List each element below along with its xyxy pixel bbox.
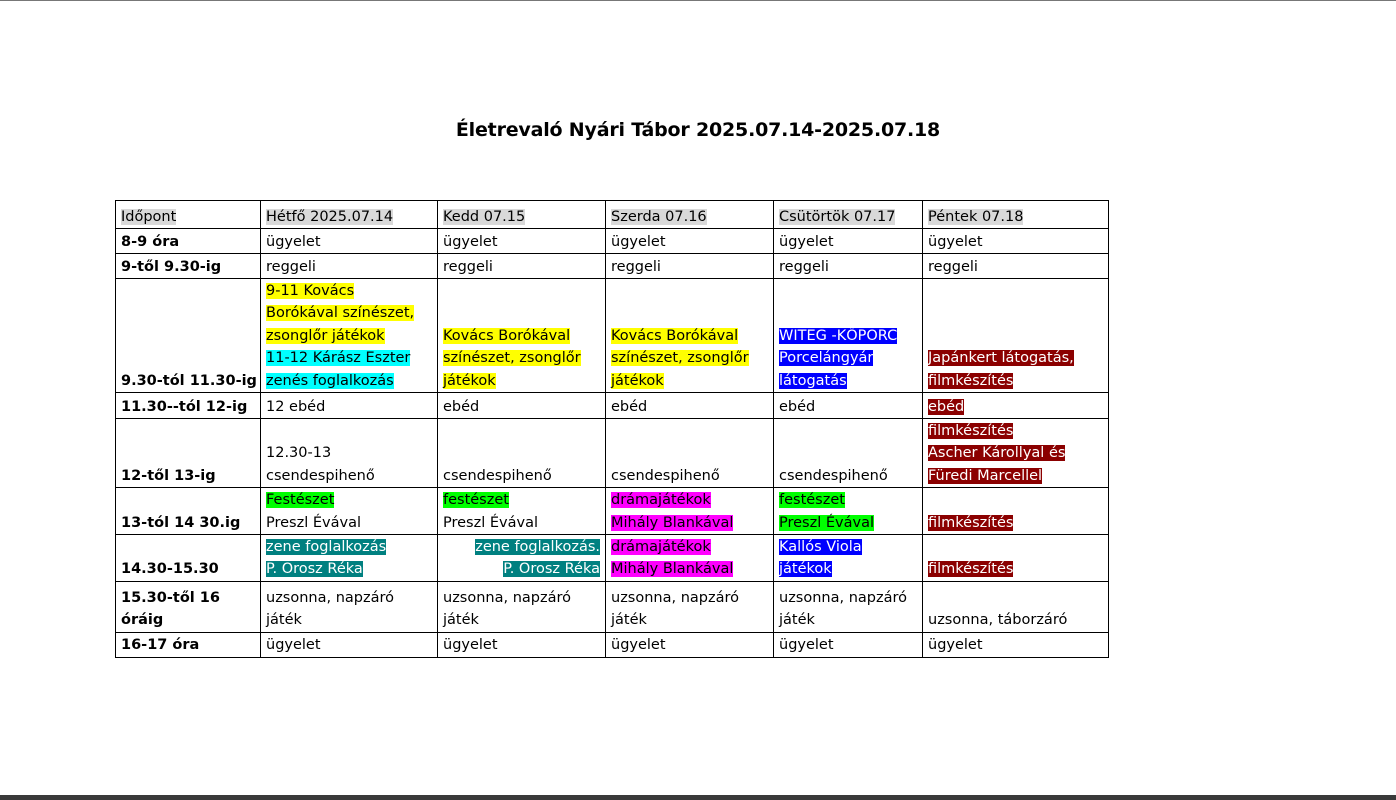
activity-text: uzsonna, napzáró xyxy=(779,590,908,607)
activity-cell xyxy=(438,535,606,582)
activity-cell xyxy=(606,393,774,419)
highlighted-text: drámajátékok xyxy=(611,492,711,509)
activity-cell xyxy=(261,488,438,535)
activity-cell xyxy=(923,632,1109,657)
activity-cell xyxy=(438,279,606,393)
activity-line xyxy=(779,536,917,558)
header-label: Időpont xyxy=(121,208,177,225)
highlighted-text: filmkészítés xyxy=(928,423,1014,440)
activity-cell xyxy=(438,229,606,254)
activity-text: reggeli xyxy=(928,258,978,275)
activity-line xyxy=(611,489,768,511)
activity-text: csendespihenő xyxy=(779,467,888,484)
activity-cell xyxy=(774,581,923,632)
activity-line xyxy=(266,512,432,534)
activity-cell xyxy=(774,535,923,582)
activity-text: játék xyxy=(779,612,815,629)
activity-cell xyxy=(923,581,1109,632)
activity-cell xyxy=(923,488,1109,535)
header-cell xyxy=(923,201,1109,229)
highlighted-text: látogatás xyxy=(779,372,847,389)
header-cell xyxy=(774,201,923,229)
activity-text: ebéd xyxy=(611,398,648,415)
activity-text: ügyelet xyxy=(266,637,321,654)
time-cell xyxy=(116,393,261,419)
activity-line xyxy=(611,256,768,278)
highlighted-text: drámajátékok xyxy=(611,539,711,556)
time-cell xyxy=(116,254,261,279)
activity-line xyxy=(443,489,600,511)
activity-text: ügyelet xyxy=(443,233,498,250)
schedule-row xyxy=(116,535,1109,582)
activity-line xyxy=(928,512,1103,534)
activity-cell xyxy=(261,632,438,657)
highlighted-text: Porcelángyár xyxy=(779,350,874,367)
highlighted-text: színészet, zsonglőr xyxy=(443,350,581,367)
activity-line xyxy=(779,325,917,347)
activity-text: csendespihenő xyxy=(266,467,375,484)
activity-line xyxy=(611,558,768,580)
highlighted-text: festészet xyxy=(779,492,845,509)
activity-line xyxy=(266,370,432,392)
activity-text: reggeli xyxy=(779,258,829,275)
activity-line xyxy=(928,634,1103,656)
activity-line xyxy=(779,609,917,631)
highlighted-text: filmkészítés xyxy=(928,561,1014,578)
activity-cell xyxy=(606,229,774,254)
activity-line xyxy=(266,587,432,609)
activity-cell xyxy=(774,254,923,279)
activity-cell xyxy=(438,393,606,419)
activity-line xyxy=(266,256,432,278)
highlighted-text: Kovács Borókával xyxy=(611,327,739,344)
activity-line xyxy=(611,512,768,534)
bottom-bar xyxy=(0,795,1396,800)
highlighted-text: játékok xyxy=(779,561,832,578)
activity-line xyxy=(928,420,1103,442)
activity-line xyxy=(266,302,432,324)
time-label: 11.30--tól 12-ig xyxy=(121,398,248,415)
activity-line xyxy=(443,347,600,369)
activity-cell xyxy=(438,632,606,657)
activity-line xyxy=(779,256,917,278)
activity-line xyxy=(266,280,432,302)
activity-text: ügyelet xyxy=(611,637,666,654)
activity-cell xyxy=(606,581,774,632)
activity-text: ebéd xyxy=(443,398,480,415)
activity-line xyxy=(266,442,432,464)
highlighted-text: játékok xyxy=(443,372,496,389)
header-label: Kedd 07.15 xyxy=(443,208,526,225)
activity-line xyxy=(779,558,917,580)
activity-cell xyxy=(438,419,606,488)
activity-cell xyxy=(606,279,774,393)
activity-line xyxy=(928,609,1103,631)
highlighted-text: P. Orosz Réka xyxy=(266,561,363,578)
activity-cell xyxy=(774,393,923,419)
highlighted-text: ebéd xyxy=(928,398,965,415)
highlighted-text: színészet, zsonglőr xyxy=(611,350,749,367)
highlighted-text: filmkészítés xyxy=(928,372,1014,389)
activity-line xyxy=(266,325,432,347)
highlighted-text: Borókával színészet, xyxy=(266,305,415,322)
activity-line xyxy=(443,370,600,392)
activity-cell xyxy=(774,632,923,657)
activity-cell xyxy=(261,535,438,582)
activity-line xyxy=(779,231,917,253)
activity-line xyxy=(928,347,1103,369)
activity-text: 12 ebéd xyxy=(266,398,326,415)
activity-text: uzsonna, napzáró xyxy=(443,590,572,607)
activity-cell xyxy=(261,229,438,254)
activity-line xyxy=(266,609,432,631)
highlighted-text: Füredi Marcellel xyxy=(928,467,1043,484)
highlighted-text: Mihály Blankával xyxy=(611,514,734,531)
activity-cell xyxy=(774,488,923,535)
activity-cell xyxy=(923,419,1109,488)
highlighted-text: Kovács Borókával xyxy=(443,327,571,344)
highlighted-text: P. Orosz Réka xyxy=(503,561,600,578)
activity-line xyxy=(928,370,1103,392)
activity-cell xyxy=(438,581,606,632)
activity-text: uzsonna, táborzáró xyxy=(928,612,1068,629)
schedule-row xyxy=(116,581,1109,632)
activity-line xyxy=(611,396,768,418)
activity-line xyxy=(928,231,1103,253)
activity-text: ügyelet xyxy=(928,233,983,250)
activity-line xyxy=(611,634,768,656)
time-label: óráig xyxy=(121,612,164,629)
activity-cell xyxy=(438,488,606,535)
activity-line xyxy=(611,609,768,631)
activity-line xyxy=(779,489,917,511)
page-title: Életrevaló Nyári Tábor 2025.07.14-2025.07.18 xyxy=(455,119,941,141)
activity-cell xyxy=(774,419,923,488)
time-label: 8-9 óra xyxy=(121,233,180,250)
activity-line xyxy=(266,231,432,253)
time-label: 16-17 óra xyxy=(121,637,200,654)
activity-cell xyxy=(606,535,774,582)
activity-line xyxy=(266,558,432,580)
activity-text: Preszl Évával xyxy=(443,514,538,531)
activity-text: ebéd xyxy=(779,398,816,415)
highlighted-text: festészet xyxy=(443,492,509,509)
activity-text: csendespihenő xyxy=(611,467,720,484)
highlighted-text: Japánkert látogatás, xyxy=(928,350,1074,367)
activity-cell xyxy=(774,229,923,254)
highlighted-text: Ascher Károllyal és xyxy=(928,445,1066,462)
activity-line xyxy=(611,231,768,253)
activity-line xyxy=(266,347,432,369)
time-label: 9.30-tól 11.30-ig xyxy=(121,372,257,389)
activity-cell xyxy=(923,229,1109,254)
activity-line xyxy=(928,558,1103,580)
time-cell xyxy=(116,279,261,393)
activity-line xyxy=(611,370,768,392)
activity-cell xyxy=(261,419,438,488)
activity-line xyxy=(443,325,600,347)
activity-cell xyxy=(261,581,438,632)
activity-line xyxy=(611,325,768,347)
header-row xyxy=(116,201,1109,229)
schedule-row xyxy=(116,279,1109,393)
header-label: Csütörtök 07.17 xyxy=(779,208,896,225)
activity-text: uzsonna, napzáró xyxy=(266,590,395,607)
activity-line xyxy=(611,465,768,487)
activity-line xyxy=(443,536,600,558)
activity-line xyxy=(266,489,432,511)
activity-text: játék xyxy=(611,612,647,629)
schedule-row xyxy=(116,419,1109,488)
activity-line xyxy=(611,536,768,558)
activity-text: játék xyxy=(443,612,479,629)
time-label: 9-től 9.30-ig xyxy=(121,258,222,275)
time-cell xyxy=(116,229,261,254)
activity-line xyxy=(779,587,917,609)
activity-line xyxy=(443,609,600,631)
activity-line xyxy=(443,558,600,580)
activity-line xyxy=(443,512,600,534)
activity-cell xyxy=(606,488,774,535)
activity-text: ügyelet xyxy=(443,637,498,654)
activity-line xyxy=(443,256,600,278)
activity-cell xyxy=(261,279,438,393)
activity-line xyxy=(443,465,600,487)
schedule-row xyxy=(116,254,1109,279)
activity-line xyxy=(779,370,917,392)
header-cell xyxy=(606,201,774,229)
schedule-table xyxy=(115,200,1109,658)
activity-line xyxy=(611,347,768,369)
activity-text: ügyelet xyxy=(266,233,321,250)
activity-line xyxy=(928,442,1103,464)
activity-cell xyxy=(923,279,1109,393)
activity-text: Preszl Évával xyxy=(266,514,361,531)
activity-cell xyxy=(261,393,438,419)
time-cell xyxy=(116,581,261,632)
highlighted-text: Preszl Évával xyxy=(779,514,874,531)
header-cell xyxy=(438,201,606,229)
activity-cell xyxy=(923,393,1109,419)
activity-line xyxy=(443,634,600,656)
activity-cell xyxy=(606,254,774,279)
activity-text: reggeli xyxy=(611,258,661,275)
activity-text: reggeli xyxy=(266,258,316,275)
schedule-row xyxy=(116,632,1109,657)
time-cell xyxy=(116,488,261,535)
top-border xyxy=(0,0,1396,1)
activity-line xyxy=(266,396,432,418)
highlighted-text: zsonglőr játékok xyxy=(266,327,385,344)
time-label: 15.30-től 16 xyxy=(121,590,220,607)
highlighted-text: filmkészítés xyxy=(928,514,1014,531)
activity-text: ügyelet xyxy=(611,233,666,250)
highlighted-text: zenés foglalkozás xyxy=(266,372,394,389)
activity-text: 12.30-13 xyxy=(266,445,332,462)
activity-cell xyxy=(923,535,1109,582)
activity-cell xyxy=(606,419,774,488)
activity-line xyxy=(779,634,917,656)
activity-cell xyxy=(774,279,923,393)
highlighted-text: Kallós Viola xyxy=(779,539,862,556)
highlighted-text: Festészet xyxy=(266,492,335,509)
header-label: Szerda 07.16 xyxy=(611,208,707,225)
activity-line xyxy=(266,634,432,656)
activity-cell xyxy=(606,632,774,657)
highlighted-text: zene foglalkozás. xyxy=(475,539,600,556)
activity-line xyxy=(611,587,768,609)
header-cell xyxy=(261,201,438,229)
highlighted-text: WITEG -KŐPORC xyxy=(779,327,898,344)
activity-line xyxy=(928,465,1103,487)
time-label: 12-től 13-ig xyxy=(121,467,216,484)
activity-line xyxy=(443,231,600,253)
highlighted-text: játékok xyxy=(611,372,664,389)
schedule-row xyxy=(116,488,1109,535)
schedule-row xyxy=(116,393,1109,419)
highlighted-text: Mihály Blankával xyxy=(611,561,734,578)
highlighted-text: zene foglalkozás xyxy=(266,539,387,556)
activity-text: reggeli xyxy=(443,258,493,275)
time-cell xyxy=(116,419,261,488)
activity-text: ügyelet xyxy=(928,637,983,654)
activity-line xyxy=(779,347,917,369)
activity-line xyxy=(779,465,917,487)
activity-line xyxy=(779,396,917,418)
time-label: 13-tól 14 30.ig xyxy=(121,514,241,531)
activity-cell xyxy=(261,254,438,279)
time-cell xyxy=(116,535,261,582)
header-label: Hétfő 2025.07.14 xyxy=(266,208,394,225)
activity-line xyxy=(443,396,600,418)
activity-line xyxy=(928,396,1103,418)
activity-text: játék xyxy=(266,612,302,629)
schedule-row xyxy=(116,229,1109,254)
time-label: 14.30-15.30 xyxy=(121,561,219,578)
activity-line xyxy=(928,256,1103,278)
activity-cell xyxy=(923,254,1109,279)
header-cell xyxy=(116,201,261,229)
activity-line xyxy=(779,512,917,534)
activity-cell xyxy=(438,254,606,279)
activity-text: ügyelet xyxy=(779,233,834,250)
activity-text: uzsonna, napzáró xyxy=(611,590,740,607)
time-cell xyxy=(116,632,261,657)
activity-line xyxy=(266,536,432,558)
activity-line xyxy=(266,465,432,487)
highlighted-text: 9-11 Kovács xyxy=(266,283,355,299)
header-label: Péntek 07.18 xyxy=(928,208,1024,225)
activity-line xyxy=(443,587,600,609)
activity-text: ügyelet xyxy=(779,637,834,654)
highlighted-text: 11-12 Kárász Eszter xyxy=(266,350,411,367)
activity-text: csendespihenő xyxy=(443,467,552,484)
